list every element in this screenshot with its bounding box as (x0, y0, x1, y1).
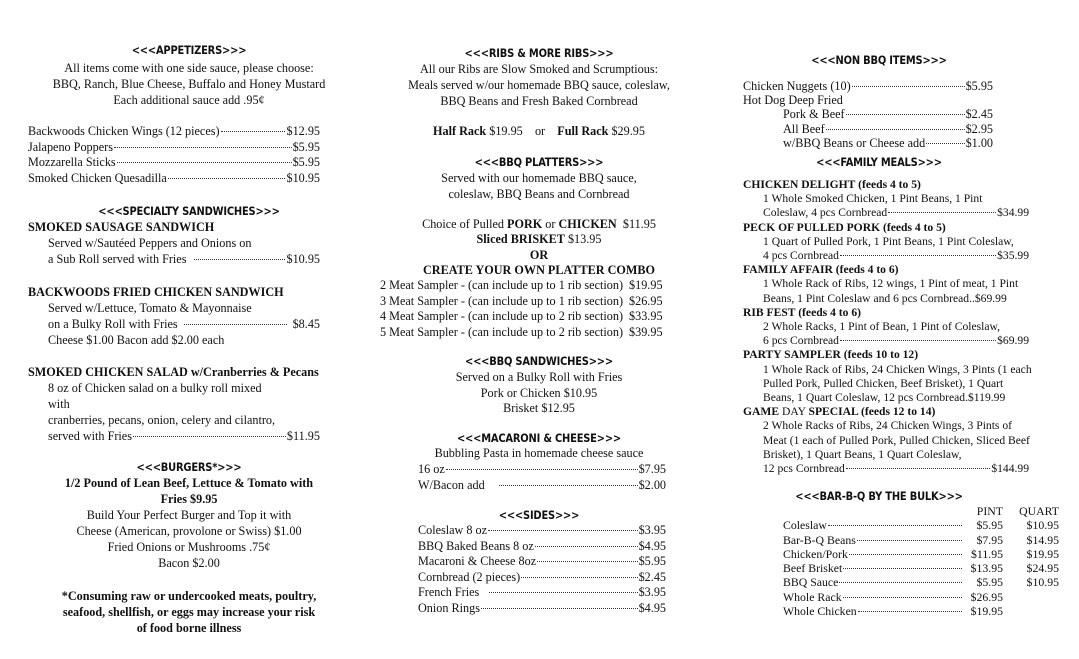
quart-price (1003, 604, 1059, 618)
hotdog-list (783, 107, 993, 152)
item-name: Cornbread (2 pieces) (418, 569, 521, 584)
item-name: Beans, 1 Quart Coleslaw, 12 pcs Cornbread. (763, 391, 968, 405)
list-item (418, 554, 666, 570)
game-title-c: SPECIAL (feeds 12 to 14) (808, 405, 936, 419)
bulk-table (783, 504, 1059, 618)
item-price: $39.95 (629, 324, 663, 339)
list-item (380, 294, 700, 310)
half-rack-price: $19.95 (489, 124, 523, 138)
item-name: French Fries (418, 585, 480, 599)
salad-desc-2: with (48, 397, 70, 411)
item-price: $10.95 (286, 252, 320, 266)
salad-title: SMOKED CHICKEN SALAD w/Cranberries & Pecans (28, 365, 319, 379)
table-row (783, 533, 1059, 547)
delight-title: CHICKEN DELIGHT (feeds 4 to 5) (743, 178, 921, 191)
combo-list (380, 278, 700, 340)
appetizers-heading: <<<APPETIZERS>>> (131, 43, 247, 58)
item-name: BBQ Sauce (783, 575, 839, 590)
item-name: BBQ Baked Beans 8 oz (418, 538, 534, 553)
item-name: Coleslaw 8 oz (418, 523, 488, 537)
item-price: $2.45 (638, 569, 666, 584)
item-price: $5.95 (638, 554, 666, 568)
party-title: PARTY SAMPLER (feeds 10 to 12) (743, 348, 919, 362)
quart-price: $10.95 (1026, 518, 1059, 533)
pint-price: $5.95 (976, 518, 1003, 533)
item-name: served with Fries (48, 429, 132, 443)
game-desc-3: Brisket), 1 Quart Beans, 1 Quart Coleslaw, (763, 447, 962, 461)
party-desc-1: 1 Whole Rack of Ribs, 24 Chicken Wings, 3 Pints (1 each (763, 362, 1032, 376)
pint-price: $11.95 (970, 546, 1003, 561)
appetizers-intro-3: Each additional sauce add .95¢ (113, 93, 265, 107)
item-price: $4.95 (638, 600, 666, 615)
item-price: $12.95 (286, 124, 320, 138)
warning-1: *Consuming raw or undercooked meats, poultry, (61, 589, 317, 603)
item-name: W/Bacon add (418, 477, 485, 492)
item-name: 16 oz (418, 462, 445, 476)
ribs-rack-prices (378, 124, 700, 140)
game-title-b: DAY (779, 405, 809, 419)
brisket-label: Sliced BRISKET (476, 232, 565, 246)
item-name: a Sub Roll served with Fries (48, 252, 187, 266)
item-name: Chicken/Pork (783, 546, 848, 561)
burgers-line-2: Cheese (American, provolone or Swiss) $1.00 (76, 524, 302, 538)
appetizers-intro-2: BBQ, Ranch, Blue Cheese, Buffalo and Honey Mustard (52, 77, 326, 91)
item-name: 2 Meat Sampler - (can include up to 1 rib section) (380, 278, 624, 292)
item-name: Backwoods Chicken Wings (12 pieces) (28, 124, 220, 138)
item-price: $35.99 (997, 249, 1029, 263)
choice-text: Choice of Pulled (422, 217, 508, 231)
hotdog-title: Hot Dog Deep Fried (743, 93, 843, 107)
pork-label: PORK (507, 217, 543, 231)
platters-choice (378, 217, 700, 233)
list-item (28, 124, 320, 140)
platters-line-2: coleslaw, BBQ Beans and Cornbread (448, 187, 630, 201)
family-heading: <<<FAMILY MEALS>>> (816, 155, 942, 170)
party-desc-2: Pulled Pork, Pulled Chicken, Beef Brisket), 1 Quart (763, 376, 1004, 390)
item-name: Jalapeno Poppers (28, 139, 113, 154)
list-item (28, 155, 320, 171)
item-price: $11.95 (286, 429, 320, 443)
non-bbq-heading: <<<NON BBQ ITEMS>>> (811, 53, 947, 68)
affair-desc-1: 1 Whole Rack of Ribs, 12 wings, 1 Pint of meat, 1 Pint (763, 277, 1019, 291)
quart-price: $19.95 (1026, 546, 1059, 561)
sandwiches-heading: <<<SPECIALTY SANDWICHES>>> (98, 204, 280, 219)
table-row (783, 575, 1059, 589)
item-name: Beans, 1 Pint Coleslaw and 6 pcs Cornbread.. (763, 291, 975, 305)
pint-header: PINT (976, 504, 1003, 518)
item-price: $33.95 (629, 309, 663, 323)
list-item (418, 478, 666, 494)
item-name: 6 pcs Cornbread (763, 334, 839, 348)
quart-price: $24.95 (1026, 561, 1059, 576)
list-item (418, 570, 666, 586)
item-name: Pork & Beef (783, 107, 845, 121)
list-item (418, 539, 666, 555)
party-desc-3 (743, 391, 1065, 405)
fried-desc-3: Cheese $1.00 Bacon add $2.00 each (48, 333, 225, 347)
or-text: or (534, 124, 546, 138)
pint-price: $13.95 (970, 561, 1003, 576)
delight-desc-2 (743, 206, 1029, 220)
peck-title: PECK OF PULLED PORK (feeds 4 to 5) (743, 220, 946, 234)
item-name: Coleslaw, 4 pcs Cornbread (763, 206, 888, 220)
mac-heading: <<<MACARONI & CHEESE>>> (456, 431, 622, 446)
quart-header: QUART (1019, 504, 1059, 518)
item-name: 4 pcs Cornbread (763, 249, 839, 263)
item-price: $144.99 (991, 462, 1029, 476)
chicken-label: CHICKEN (558, 217, 617, 231)
game-title (743, 405, 1065, 419)
pint-price: $7.95 (976, 532, 1003, 547)
item-name: Beef Brisket (783, 561, 843, 576)
item-price: $2.95 (965, 121, 993, 136)
burgers-heading: <<<BURGERS*>>> (136, 460, 242, 475)
ribs-line-1: All our Ribs are Slow Smoked and Scrumptious: (420, 62, 658, 76)
item-name: Mozzarella Sticks (28, 155, 116, 169)
item-price: $4.95 (638, 538, 666, 553)
sausage-title: SMOKED SAUSAGE SANDWICH (28, 220, 215, 234)
quart-price (1003, 590, 1059, 604)
list-item (418, 523, 666, 539)
item-price: $119.99 (968, 391, 1006, 405)
item-name: Macaroni & Cheese 8oz (418, 554, 537, 568)
sides-list (418, 523, 666, 616)
pint-price: $5.95 (976, 575, 1003, 590)
salad-desc-1: 8 oz of Chicken salad on a bulky roll mixed (48, 381, 262, 395)
item-name: Smoked Chicken Quesadilla (28, 170, 167, 185)
item-price: $2.00 (638, 477, 666, 492)
item-name: 3 Meat Sampler - (can include up to 1 rib section) (380, 293, 624, 308)
platters-line-1: Served with our homemade BBQ sauce, (441, 171, 637, 185)
item-name: Onion Rings (418, 600, 480, 615)
or-text: or (542, 217, 559, 231)
list-item (783, 136, 993, 152)
item-name: Bar-B-Q Beans (783, 532, 856, 547)
game-title-a: GAME (743, 405, 780, 419)
full-rack-label: Full Rack (557, 124, 609, 138)
item-price: $69.99 (974, 291, 1007, 305)
choice-price: $11.95 (616, 217, 656, 231)
ribs-line-2: Meals served w/our homemade BBQ sauce, coleslaw, (408, 78, 670, 92)
platters-brisket (378, 232, 700, 248)
platters-or: OR (529, 248, 549, 262)
pint-price: $26.95 (970, 589, 1003, 604)
item-name: Whole Rack (783, 589, 842, 604)
list-item (418, 585, 666, 601)
item-name: Coleslaw (783, 518, 827, 533)
bbq-sandwiches-heading: <<<BBQ SANDWICHES>>> (464, 354, 613, 369)
item-name: Chicken Nuggets (10) (743, 79, 851, 93)
table-row (783, 547, 1059, 561)
peck-desc-2 (743, 249, 1029, 263)
list-item (380, 309, 700, 325)
sausage-desc-2 (28, 252, 320, 268)
game-desc-4 (743, 462, 1029, 476)
item-price: $5.95 (292, 155, 320, 169)
item-name: 5 Meat Sampler - (can include up to 2 rib section) (380, 324, 624, 339)
fried-desc-2 (28, 317, 320, 333)
item-price: $69.99 (997, 334, 1029, 348)
item-price: $3.95 (638, 585, 666, 599)
item-price: $5.95 (965, 79, 993, 93)
list-item (28, 171, 320, 187)
item-name: w/BBQ Beans or Cheese add (783, 136, 926, 150)
warning-3: of food borne illness (136, 621, 242, 635)
sausage-desc-1: Served w/Sautéed Peppers and Onions on (48, 236, 252, 250)
table-row (783, 561, 1059, 575)
item-price: $5.95 (292, 139, 320, 154)
burgers-title-2: Fries $9.95 (160, 492, 218, 506)
fried-desc-1: Served w/Lettuce, Tomato & Mayonnaise (48, 301, 252, 315)
table-row (783, 604, 1059, 618)
list-item (380, 325, 700, 341)
bulk-heading: <<<BAR-B-Q BY THE BULK>>> (795, 489, 963, 504)
game-desc-2: Meat (1 each of Pulled Pork, Pulled Chicken, Sliced Beef (763, 433, 1030, 447)
list-item (783, 122, 993, 138)
item-price: $7.95 (638, 462, 666, 476)
delight-desc-1: 1 Whole Smoked Chicken, 1 Pint Beans, 1 Pint (763, 192, 983, 206)
bulk-header (783, 504, 1059, 518)
burgers-line-3: Fried Onions or Mushrooms .75¢ (107, 540, 271, 554)
item-price: $34.99 (997, 206, 1029, 220)
item-name: 4 Meat Sampler - (can include up to 2 rib section) (380, 309, 624, 323)
burgers-line-4: Bacon $2.00 (158, 556, 220, 570)
list-item (418, 462, 666, 478)
item-price: $10.95 (286, 170, 320, 185)
warning-2: seafood, shellfish, or eggs may increase your risk (62, 605, 316, 619)
game-desc-1: 2 Whole Racks of Ribs, 24 Chicken Wings, 3 Pints of (763, 419, 1013, 433)
mac-intro: Bubbling Pasta in homemade cheese sauce (434, 446, 644, 460)
mac-list (418, 462, 666, 493)
affair-title: FAMILY AFFAIR (feeds 4 to 6) (743, 263, 899, 277)
list-item (783, 107, 993, 123)
fried-title: BACKWOODS FRIED CHICKEN SANDWICH (28, 285, 284, 299)
item-price: $26.95 (629, 293, 663, 308)
ribs-heading: <<<RIBS & MORE RIBS>>> (464, 46, 614, 61)
pint-price: $19.95 (970, 604, 1003, 619)
list-item (28, 140, 320, 156)
item-price: $3.95 (638, 523, 666, 537)
appetizers-intro-1: All items come with one side sauce, please choose: (64, 61, 314, 75)
item-price: $1.00 (965, 136, 993, 150)
sides-heading: <<<SIDES>>> (498, 508, 580, 523)
table-row (783, 518, 1059, 532)
list-item (380, 278, 700, 294)
half-rack-label: Half Rack (433, 124, 487, 138)
item-name: All Beef (783, 121, 825, 136)
salad-desc-3: cranberries, pecans, onion, celery and cilantro, (48, 413, 276, 427)
item-price: $19.95 (629, 278, 663, 292)
quart-price: $10.95 (1026, 575, 1059, 590)
item-name: Whole Chicken (783, 604, 857, 619)
peck-desc-1: 1 Quart of Pulled Pork, 1 Pint Beans, 1 Pint Coleslaw, (763, 234, 1014, 248)
brisket-price: $13.95 (564, 232, 602, 246)
bbq-sandwiches-line-2: Pork or Chicken $10.95 (480, 386, 598, 400)
table-row (783, 590, 1059, 604)
fest-desc-2 (743, 334, 1029, 348)
salad-desc-4 (28, 429, 320, 445)
quart-price: $14.95 (1026, 532, 1059, 547)
affair-desc-2 (743, 292, 1065, 306)
appetizers-list (28, 124, 320, 186)
bbq-sandwiches-line-1: Served on a Bulky Roll with Fries (455, 370, 623, 384)
list-item (418, 601, 666, 617)
item-price: $2.45 (965, 107, 993, 121)
item-price: $8.45 (292, 317, 320, 331)
fest-desc-1: 2 Whole Racks, 1 Pint of Bean, 1 Pint of Coleslaw, (763, 320, 1001, 334)
item-name: 12 pcs Cornbread (763, 462, 845, 476)
burgers-line-1: Build Your Perfect Burger and Top it with (86, 508, 292, 522)
ribs-line-3: BBQ Beans and Fresh Baked Cornbread (440, 94, 638, 108)
bbq-sandwiches-line-3: Brisket $12.95 (503, 401, 575, 415)
full-rack-price: $29.95 (611, 124, 645, 138)
item-name: on a Bulky Roll with Fries (48, 317, 178, 331)
burgers-title-1: 1/2 Pound of Lean Beef, Lettuce & Tomato with (64, 476, 314, 490)
fest-title: RIB FEST (feeds 4 to 6) (743, 305, 861, 319)
family-list (743, 178, 1065, 476)
combo-title: CREATE YOUR OWN PLATTER COMBO (422, 263, 656, 277)
platters-heading: <<<BBQ PLATTERS>>> (474, 155, 604, 170)
